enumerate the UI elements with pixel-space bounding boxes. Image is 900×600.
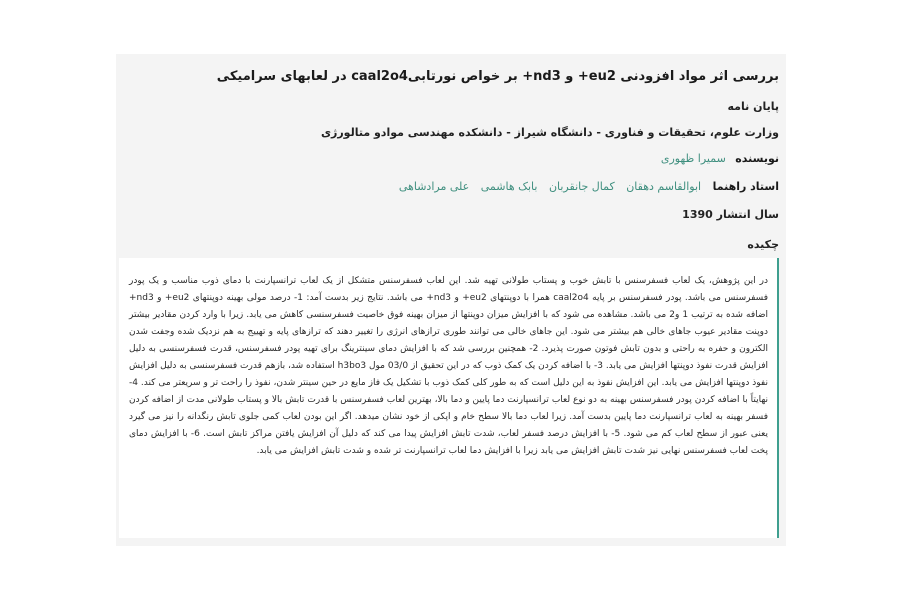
publication-year: سال انتشار 1390 [682, 208, 779, 221]
author-link[interactable]: سمیرا ظهوری [660, 152, 726, 165]
thesis-card [116, 54, 786, 546]
advisor-link[interactable]: بابک هاشمی [480, 180, 538, 193]
author-label: نویسنده [735, 152, 779, 165]
advisor-link[interactable]: ابوالقاسم دهقان [626, 180, 702, 193]
advisor-label: استاد راهنما [712, 180, 779, 193]
thesis-title: بررسی اثر مواد افزودنی eu2+ و nd3+ بر خواص نورتابیcaal2o4 در لعابهای سرامیکی [216, 69, 779, 84]
abstract-text: در این پژوهش، یک لعاب فسفرسنس با تابش خوب و پستاب طولانی تهیه شد. این لعاب فسفرسنس متشکل از یک لعاب ترانسپارنت با دمای ذوب مناسب و یک پودر فسفرسنس می باشد. پودر فسفرسنس بر پایه caal2o4 همرا با دوپنتهای eu2+ و nd3+ می باشد. نتایج زیر بدست آمد: 1- درصد مولی بهینه دوپنتهای eu2+ و nd3+ اضافه شده به ترتیب 1 و2 می باشد. مشاهده می شود که با افزایش میزان دوپنتها از میزان بهینه فوق خاصیت فسفرسنسی کاهش می یابد. زیرا با وارد کردن مقادیر بیشتر دوپنت مقادیر عیوب جاهای خالی هم بیشتر می شود. این جاهای خالی می توانند طوری ترازهای انرژی را تغییر دهند که ترازهای پایه و تهییج به هم نزدیک شده وجفت شدن الکترون و حفره به راحتی و بدون تابش فوتون صورت پذیرد. 2- همچنین بررسی شد که با افزایش دمای سینترینگ برای تهیه پودر فسفرسنس، قدرت فسفرسنسی به دلیل افزایش قدرت نفوذ دوپنتها افزایش می یابد. 3- با اضافه کردن یک کمک ذوب که در این تحقیق از 03/0 مول h3bo3 استفاده شد، بازهم قدرت فسفرسنسی به دلیل افزایش نفوذ دوپنتها افزایش می یابد. این افزایش نفوذ به این دلیل است که به طور کلی کمک ذوب با تشکیل یک فاز مایع در حین سینتر شدن، نفوذ را راحت تر و سریعتر می کند. 4- نهایتاً با اضافه کردن پودر فسفرسنس بهینه به دو نوع لعاب ترانسپارنت دما پایین و دما بالا، بهترین لعاب فسفرسنس با قدرت تابش بالا و پستاب طولانی مدت از اضافه کردن فسفر بهینه به لعاب ترانسپارنت دما پایین بدست آمد. زیرا لعاب دما بالا سطح خام و اپکی از خود نشان میدهد. اگر این بودن لعاب کمی جلوی تابش رنگدانه را نیز می گیرد یعنی عبور از سطح لعاب کم می شود. 5- با افزایش درصد فسفر لعاب، شدت تابش افزایش پیدا می کند که دلیل آن افزایش یافتن مراکز تابش است. 6- با افزایش دمای پخت لعاب فسفرسنس نهایی نیز شدت تابش افزایش می یابد زیرا با افزایش دما لعاب ترانسپارنت تر شده و شدت تابش افزایش می یابد. [119, 258, 779, 538]
authors-row [134, 151, 779, 167]
advisor-link[interactable]: کمال جانقربان [548, 180, 615, 193]
advisors-row [134, 179, 779, 195]
organization: وزارت علوم، تحقیقات و فناوری - دانشگاه شیراز - دانشکده مهندسی موادو متالورژی [320, 126, 779, 139]
document-type: پایان نامه [727, 100, 779, 113]
abstract-heading: چکیده [747, 238, 779, 251]
advisor-link[interactable]: علی مرادشاهی [398, 180, 470, 193]
